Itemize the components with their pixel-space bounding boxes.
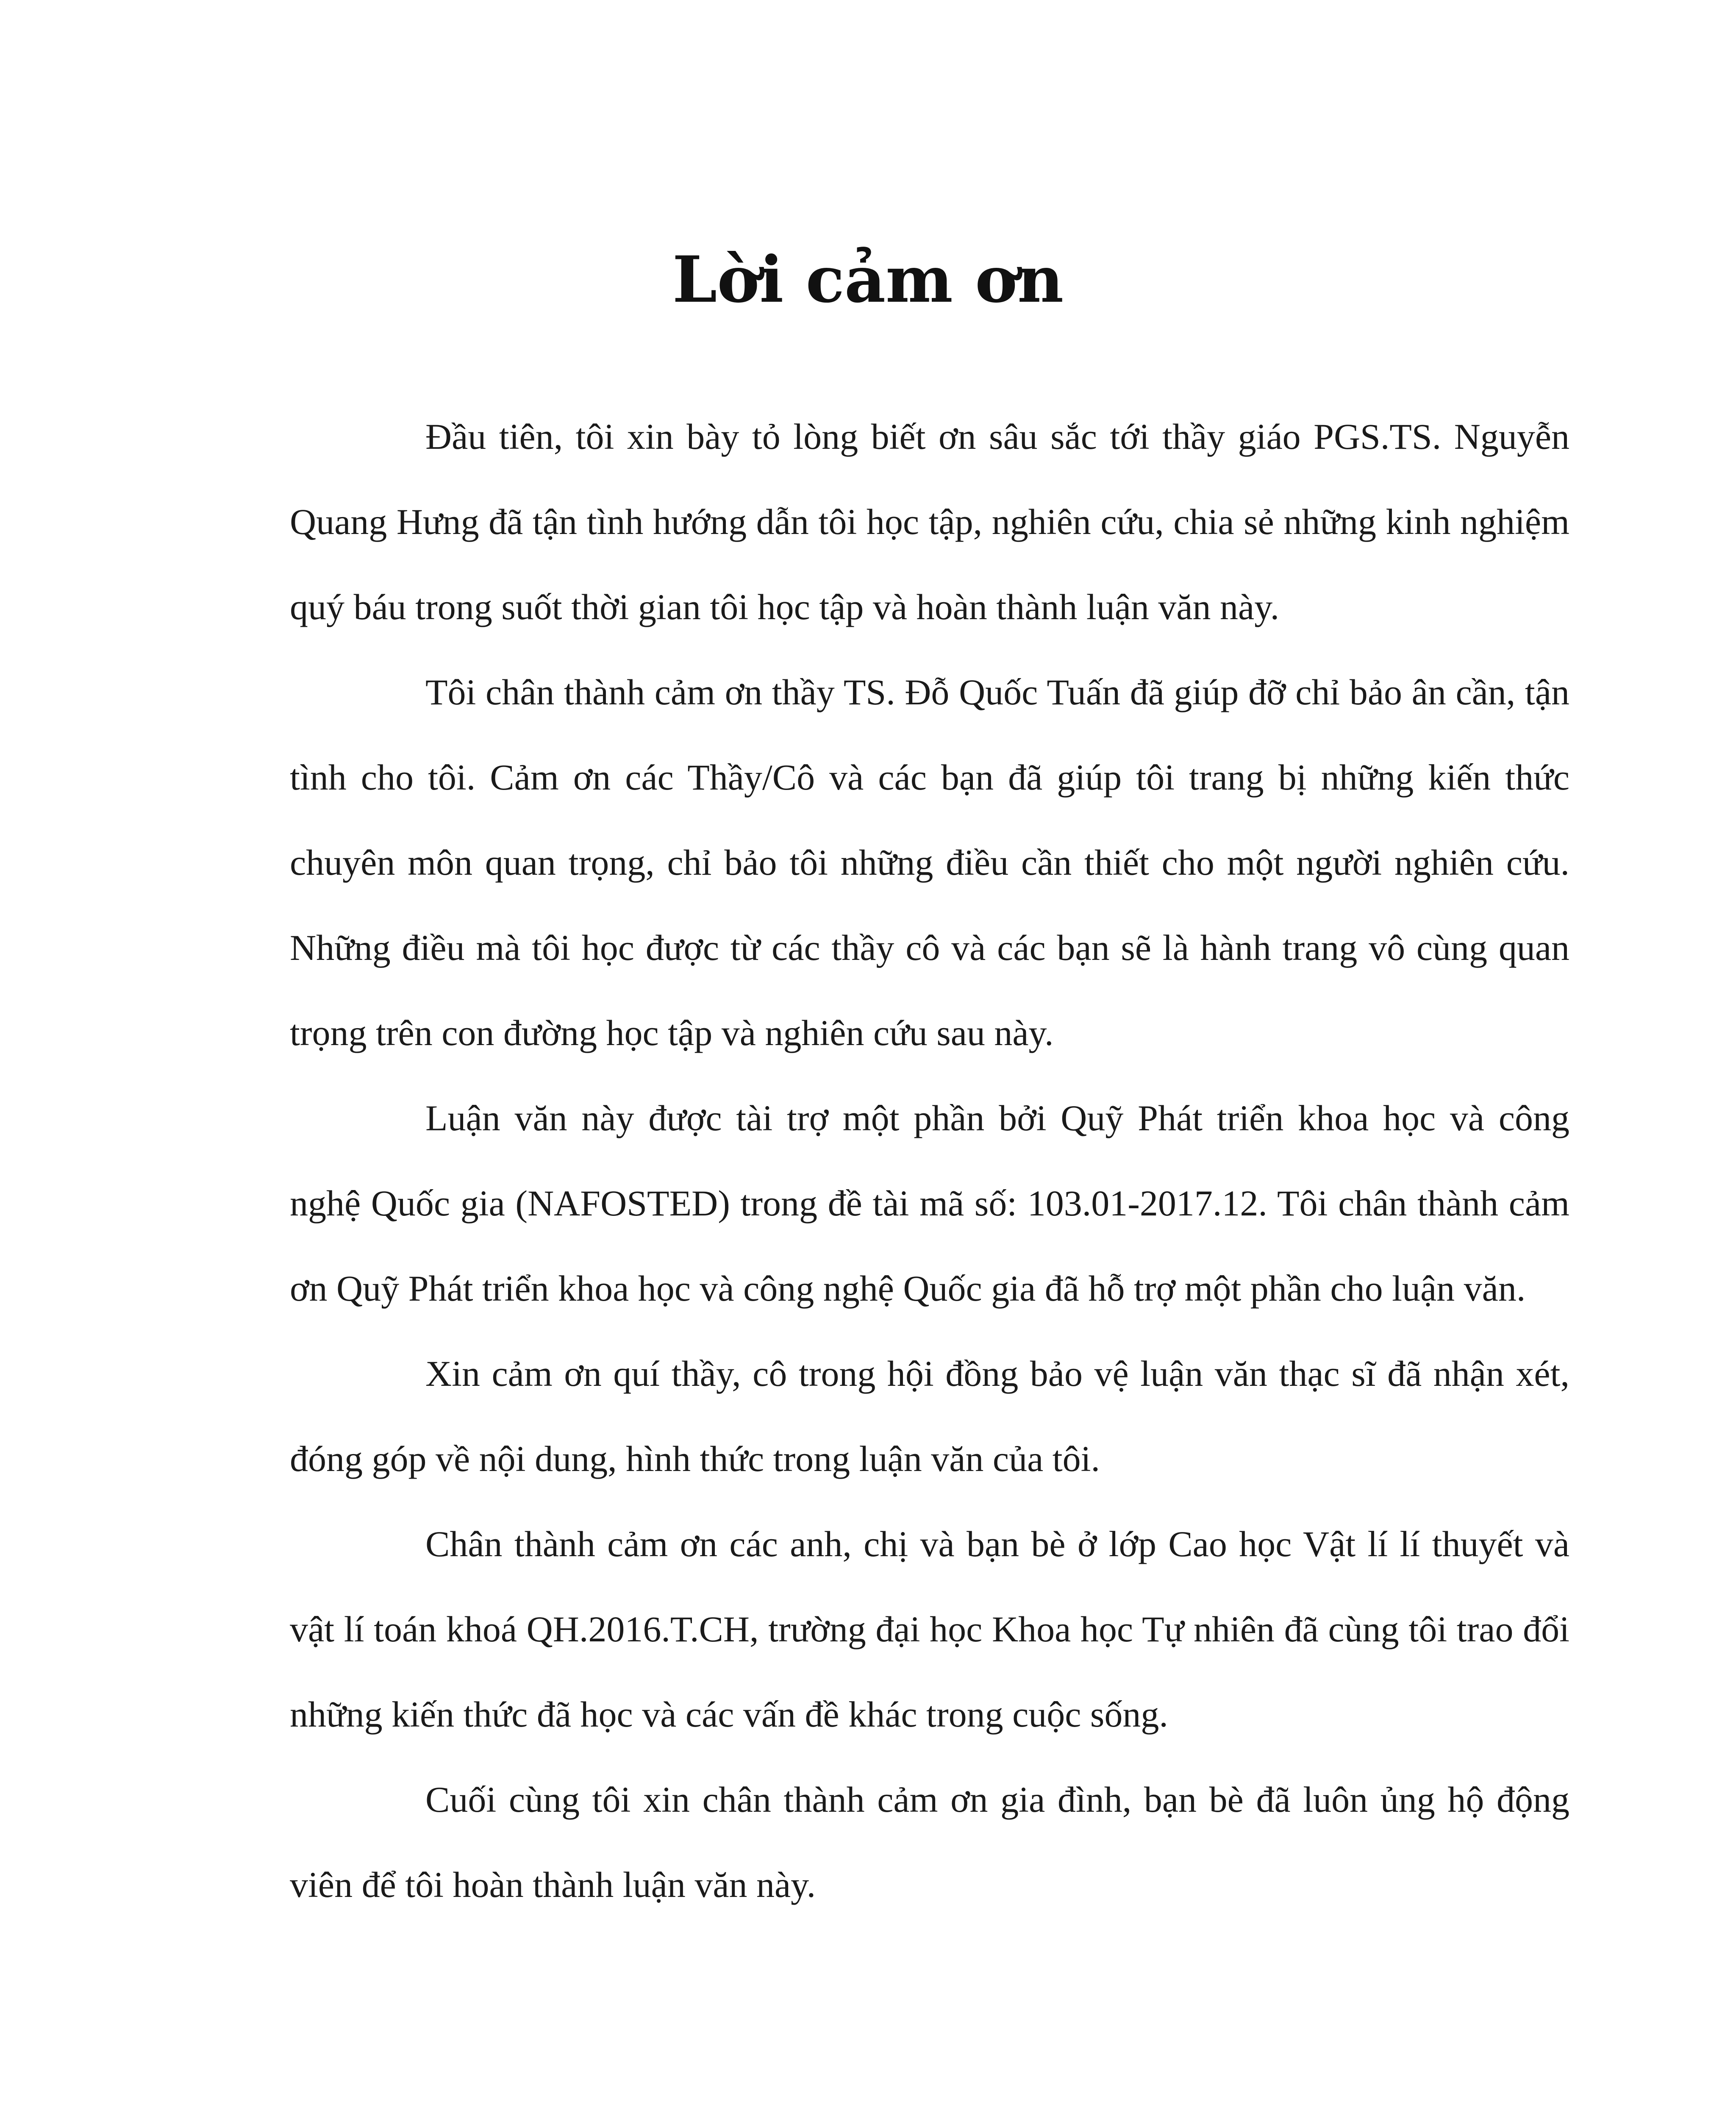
paragraph-6: Cuối cùng tôi xin chân thành cảm ơn gia đình, bạn bè đã luôn ủng hộ động viên để tôi hoàn thành luận văn này.	[290, 1779, 1569, 1905]
paragraph-1: Đầu tiên, tôi xin bày tỏ lòng biết ơn sâu sắc tới thầy giáo PGS.TS. Nguyễn Quang Hưng đã tận tình hướng dẫn tôi học tập, nghiên cứu, chia sẻ những kinh nghiệm quý báu trong suốt thời gian tôi học tập và hoàn thành luận văn này.	[290, 416, 1569, 627]
page-title: Lời cảm ơn	[672, 242, 1064, 317]
paragraph-5: Chân thành cảm ơn các anh, chị và bạn bè ở lớp Cao học Vật lí lí thuyết và vật lí toán khoá QH.2016.T.CH, trường đại học Khoa học Tự nhiên đã cùng tôi trao đổi những kiến thức đã học và các vấn đề khác trong cuộc sống.	[290, 1524, 1569, 1735]
acknowledgement-body	[290, 394, 1569, 1927]
paragraph-2: Tôi chân thành cảm ơn thầy TS. Đỗ Quốc Tuấn đã giúp đỡ chỉ bảo ân cần, tận tình cho tôi. Cảm ơn các Thầy/Cô và các bạn đã giúp tôi trang bị những kiến thức chuyên môn quan trọng, chỉ bảo tôi những điều cần thiết cho một người nghiên cứu. Những điều mà tôi học được từ các thầy cô và các bạn sẽ là hành trang vô cùng quan trọng trên con đường học tập và nghiên cứu sau này.	[290, 672, 1569, 1053]
paragraph-3: Luận văn này được tài trợ một phần bởi Quỹ Phát triển khoa học và công nghệ Quốc gia (NAFOSTED) trong đề tài mã số: 103.01-2017.12. Tôi chân thành cảm ơn Quỹ Phát triển khoa học và công nghệ Quốc gia đã hỗ trợ một phần cho luận văn.	[290, 1098, 1569, 1309]
paragraph-4: Xin cảm ơn quí thầy, cô trong hội đồng bảo vệ luận văn thạc sĩ đã nhận xét, đóng góp về nội dung, hình thức trong luận văn của tôi.	[290, 1353, 1569, 1479]
